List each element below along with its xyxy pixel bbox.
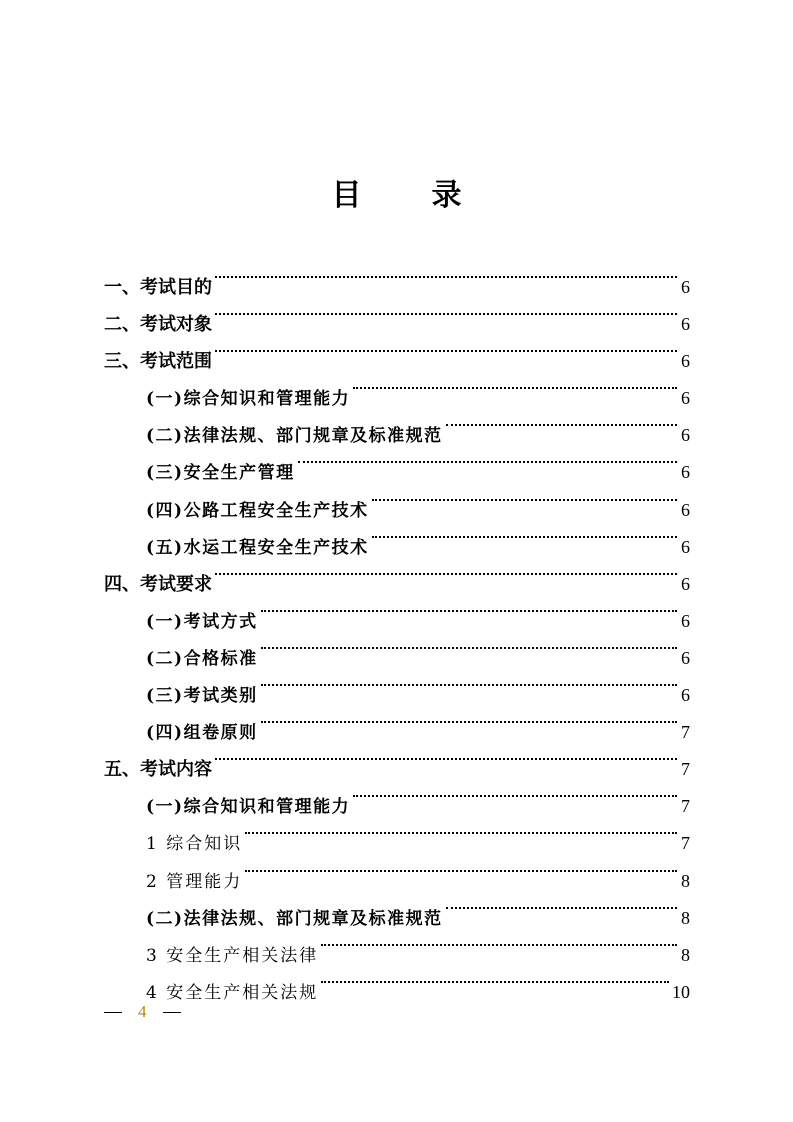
toc-dot-leader [245, 850, 677, 887]
toc-entry-label: (二)法律法规、部门规章及标准规范 [146, 426, 443, 447]
toc-entry-page: 7 [681, 759, 690, 780]
toc-entry-label: (二)法律法规、部门规章及标准规范 [146, 908, 443, 929]
toc-dot-leader [261, 664, 677, 701]
toc-entry-page: 6 [681, 573, 690, 594]
toc-entry-label: 3 安全生产相关法律 [146, 945, 319, 966]
toc-entry-page: 6 [681, 685, 690, 706]
toc-entry-page: 6 [681, 610, 690, 631]
toc-dot-leader [298, 441, 677, 478]
toc-entry-page: 6 [681, 425, 690, 446]
toc-dot-leader [372, 479, 677, 516]
footer-page-number: 4 [138, 1002, 147, 1021]
toc-dot-leader [215, 256, 677, 293]
toc-entry-page: 8 [681, 944, 690, 965]
toc-entry-page: 7 [681, 833, 690, 854]
toc-entry[interactable] [104, 256, 690, 298]
toc-entry-label: 二、考试对象 [104, 314, 212, 336]
title-char-right: 录 [431, 178, 462, 213]
toc-entry-page: 8 [681, 870, 690, 891]
toc-dot-leader [215, 293, 677, 330]
toc-entry-page: 8 [681, 907, 690, 928]
toc-entry-page: 10 [672, 981, 690, 1002]
toc-dot-leader [353, 775, 677, 812]
toc-dot-leader [261, 627, 677, 664]
toc-entry-page: 6 [681, 351, 690, 372]
title-char-left: 目 [331, 178, 362, 213]
footer-dash-right [163, 1012, 181, 1013]
toc-entry-label: (三)考试类别 [146, 686, 258, 707]
toc-entry-label: (五)水运工程安全生产技术 [146, 537, 369, 558]
toc-entry-label: (四)组卷原则 [146, 723, 258, 744]
toc-entry-label: 五、考试内容 [104, 759, 212, 781]
toc-entry-label: (一)综合知识和管理能力 [146, 389, 351, 410]
toc-entry-label: (一)综合知识和管理能力 [146, 797, 351, 818]
toc-dot-leader [261, 701, 677, 738]
toc-dot-leader [261, 590, 677, 627]
toc-entry-label: 四、考试要求 [104, 573, 212, 595]
toc-dot-leader [372, 516, 677, 553]
toc-dot-leader [353, 367, 677, 404]
toc-entry-page: 7 [681, 796, 690, 817]
toc-entry-page: 7 [681, 722, 690, 743]
toc-dot-leader [321, 924, 677, 961]
toc-entry-page: 6 [681, 314, 690, 335]
toc-entry-label: (二)合格标准 [146, 648, 258, 669]
toc-entry-page: 6 [681, 277, 690, 297]
toc-dot-leader [215, 553, 677, 590]
toc-entry-label: (一)考试方式 [146, 611, 258, 632]
toc-entry-label: (三)安全生产管理 [146, 463, 295, 484]
toc-entry-label: 4 安全生产相关法规 [146, 982, 319, 1003]
toc-entry-label: 一、考试目的 [104, 277, 212, 298]
toc-entry-page: 6 [681, 647, 690, 668]
toc-entry-page: 6 [681, 462, 690, 483]
table-of-contents [104, 256, 690, 1003]
toc-entry-page: 6 [681, 388, 690, 409]
toc-entry-label: 2 管理能力 [146, 871, 243, 892]
toc-dot-leader [446, 887, 677, 924]
toc-dot-leader [446, 404, 677, 441]
toc-dot-leader [245, 812, 677, 849]
page-footer [104, 1000, 181, 1024]
toc-dot-leader [321, 961, 669, 998]
footer-dash-left [104, 1012, 122, 1013]
toc-entry-label: 1 综合知识 [146, 834, 243, 855]
toc-entry-page: 6 [681, 536, 690, 557]
toc-dot-leader [215, 330, 677, 367]
toc-entry-label: (四)公路工程安全生产技术 [146, 500, 369, 521]
toc-dot-leader [215, 738, 677, 775]
toc-entry-label: 三、考试范围 [104, 351, 212, 373]
toc-entry-page: 6 [681, 499, 690, 520]
page-title [0, 176, 793, 216]
